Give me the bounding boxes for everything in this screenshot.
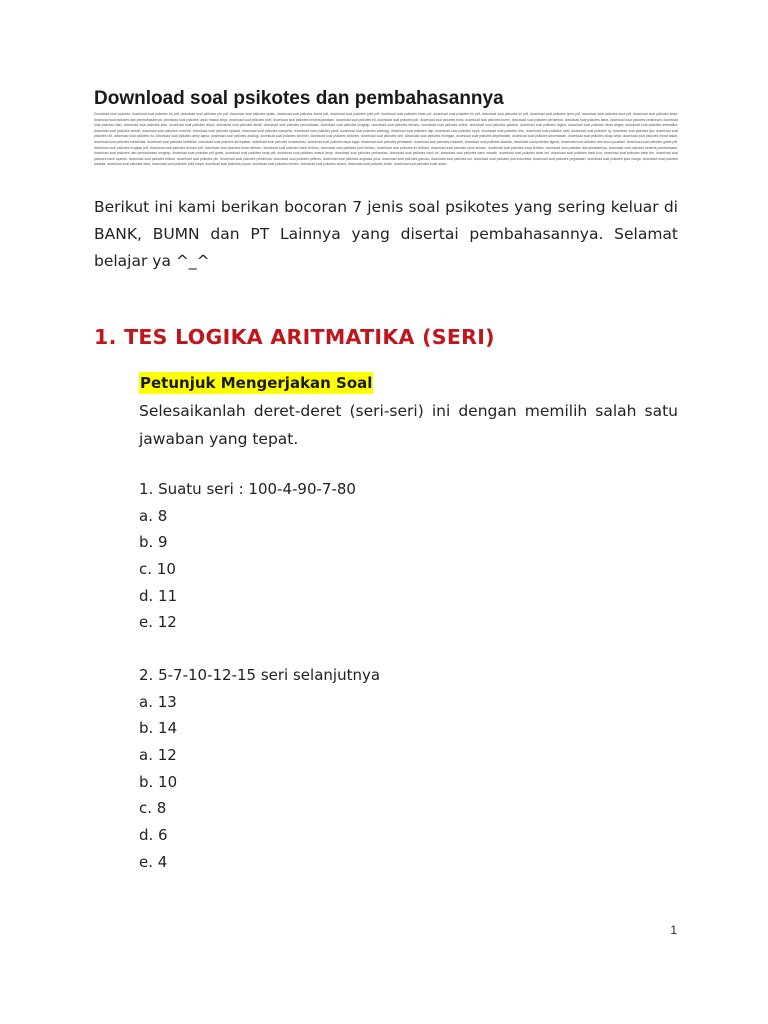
question-text: 2. 5-7-10-12-15 seri selanjutnya: [139, 666, 381, 684]
answer-option: b. 14: [139, 719, 178, 738]
answer-option: d. 6: [139, 826, 168, 845]
section-heading: 1. TES LOGIKA ARITMATIKA (SERI): [94, 325, 495, 349]
answer-option: b. 9: [139, 533, 168, 552]
answer-option: e. 12: [139, 613, 177, 632]
question-text: 1. Suatu seri : 100-4-90-7-80: [139, 480, 356, 498]
answer-option: d. 11: [139, 586, 178, 605]
answer-option: c. 8: [139, 799, 167, 818]
answer-option: a. 12: [139, 746, 177, 765]
document-title: Download soal psikotes dan pembahasannya: [94, 88, 504, 109]
instruction-title: Petunjuk Mengerjakan Soal: [140, 374, 373, 392]
intro-paragraph: Berikut ini kami berikan bocoran 7 jenis soal psikotes yang sering keluar di BANK, BUMN dan PT Lainnya yang disertai pembahasannya. Selamat belajar ya ^_^: [94, 198, 678, 270]
answer-option: c. 10: [139, 560, 176, 579]
question-2: [139, 662, 380, 876]
instruction-text: Selesaikanlah deret-deret (seri-seri) ini dengan memilih salah satu jawaban yang tepat.: [139, 402, 678, 448]
answer-option: b. 10: [139, 772, 178, 791]
question-1: [139, 476, 356, 636]
answer-option: a. 8: [139, 506, 168, 525]
page-number: 1: [670, 923, 677, 937]
keyword-paragraph: Download soal psikotes, download soal psikotes bri pdf, download soal psikotes pln pdf, download soal psikotes gratis, download soal psikotes bumn pdf, download soal psikotes polri pdf, download soal psikotes bank pdf, download soal psikotes bri pdf, download soal psikotes tni pdf, download soal psikotes cpns pdf, download soal psikotes sma pdf, download soal psikotes kerja, download soal psikotes dan pembahasannya, download soal psikotes untuk masuk kerja, download soal psikotes polri, download soal psikotes beserta jawaban, download soal psikotes tni, download soal psikotes pdf, download soal psikotes bank, download soal psikotes bumn, download soal psikotes pertamina, download soal psikotes astra, download soal psikotes kedinasan, download soal psikotes stan, download soal psikotes ipdn, download soal psikotes akpol, download soal psikotes akmil, download soal psikotes perusahaan, download soal psikotes lengkap, download soal psikotes terbaru, download soal psikotes online, download soal psikotes gambar, download soal psikotes logika, download soal psikotes deret angka, download soal psikotes aritmatika, download soal psikotes verbal, download soal psikotes numerik, download soal psikotes spasial, download soal psikotes kraepelin, download soal psikotes pauli, download soal psikotes wartegg, download soal psikotes dap, download soal psikotes epps, download soal psikotes disc, download soal psikotes mbti, download soal psikotes iq, download soal psikotes tpa, download soal psikotes cfit, download soal psikotes ist, download soal psikotes army alpha, download soal psikotes analogi, download soal psikotes sinonim, download soal psikotes antonim, download soal psikotes seri, download soal psikotes hitungan, download soal psikotes kepribadian, download soal psikotes kecerdasan, download soal psikotes sikap kerja, download soal psikotes minat bakat, download soal psikotes kreativitas, download soal psikotes ketelitian, download soal psikotes kecepatan, download soal psikotes konsentrasi, download soal psikotes daya ingat, download soal psikotes penalaran, download soal psikotes mekanik, download soal psikotes abstrak, download soal psikotes figural, download soal psikotes dan kunci jawaban, download soal psikotes gratis pdf, download soal psikotes lengkap pdf, download soal psikotes terbaru pdf, download soal psikotes bumn terbaru, download soal psikotes bank terbaru, download soal psikotes polri terbaru, download soal psikotes tni terbaru, download soal psikotes cpns terbaru, download soal psikotes kerja terbaru, download soal psikotes dan jawabannya, download soal psikotes beserta pembahasan, download soal psikotes dan pembahasan lengkap, download soal psikotes pdf gratis, download soal psikotes kerja pdf, download soal psikotes masuk kerja, download soal psikotes perbankan, download soal psikotes bank bri, download soal psikotes bank mandiri, download soal psikotes bank bni, download soal psikotes bank bca, download soal psikotes bank btn, download soal psikotes bank syariah, download soal psikotes telkom, download soal psikotes pln, download soal psikotes pertamina, download soal psikotes pelindo, download soal psikotes angkasa pura, download soal psikotes garuda, download soal psikotes kai, download soal psikotes pos indonesia, download soal psikotes pegadaian, download soal psikotes jasa marga, download soal psikotes waskita, download soal psikotes wika, download soal psikotes adhi karya, download soal psikotes pupuk, download soal psikotes semen, download soal psikotes antam, download soal psikotes timah, download soal psikotes bukit asam: [94, 112, 678, 167]
answer-option: e. 4: [139, 852, 168, 871]
answer-option: a. 13: [139, 692, 177, 711]
